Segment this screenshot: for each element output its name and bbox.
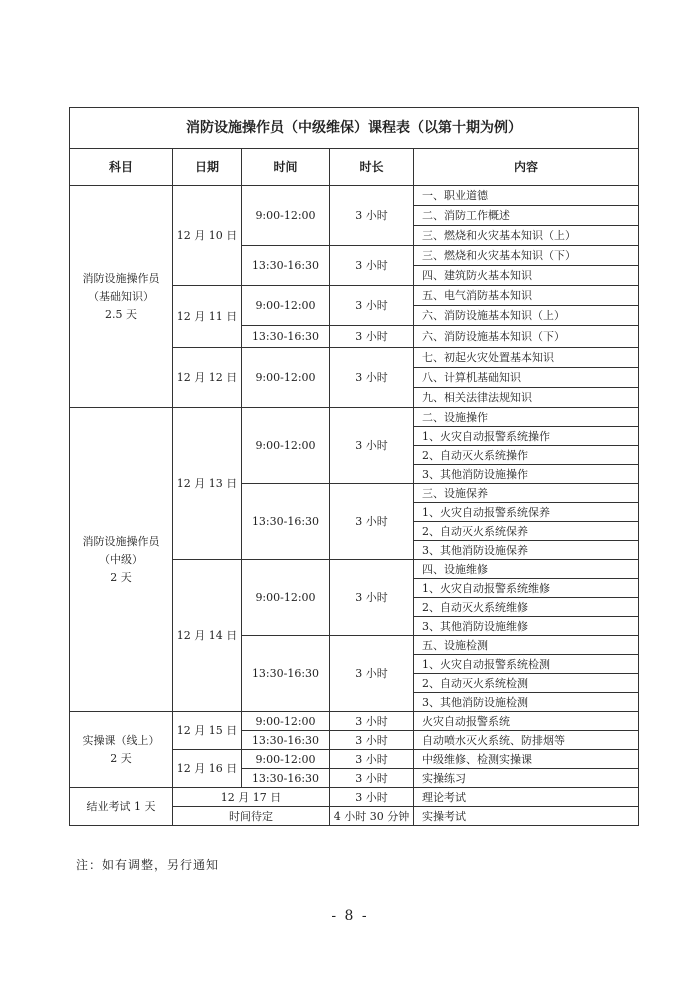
content-item: 1、火灾自动报警系统维修 <box>414 579 639 598</box>
time-cell: 9:00-12:00 <box>242 348 330 408</box>
content-item: 六、消防设施基本知识（下） <box>414 326 639 348</box>
time-cell: 13:30-16:30 <box>242 326 330 348</box>
content-item: 二、设施操作 <box>414 408 639 427</box>
date-cell: 12 月 15 日 <box>173 712 242 750</box>
content-item: 四、建筑防火基本知识 <box>414 266 639 286</box>
content-item: 七、初起火灾处置基本知识 <box>414 348 639 368</box>
content-item: 3、其他消防设施检测 <box>414 693 639 712</box>
duration-cell: 3 小时 <box>330 408 414 484</box>
date-cell: 12 月 10 日 <box>173 186 242 286</box>
date-cell: 12 月 17 日 <box>173 788 330 807</box>
duration-cell: 3 小时 <box>330 712 414 731</box>
content-item: 3、其他消防设施操作 <box>414 465 639 484</box>
content-item: 1、火灾自动报警系统保养 <box>414 503 639 522</box>
page-number: - 8 - <box>331 908 369 924</box>
content-item: 三、设施保养 <box>414 484 639 503</box>
subject-intermediate-sub: （中级） <box>99 552 143 566</box>
content-item: 理论考试 <box>414 788 639 807</box>
content-item: 2、自动灭火系统保养 <box>414 522 639 541</box>
header-date: 日期 <box>173 149 242 186</box>
subject-intermediate <box>70 408 173 712</box>
table-title: 消防设施操作员（中级维保）课程表（以第十期为例） <box>70 108 639 149</box>
duration-cell: 3 小时 <box>330 186 414 246</box>
time-cell: 13:30-16:30 <box>242 484 330 560</box>
footnote: 注：如有调整，另行通知 <box>76 858 220 872</box>
content-item: 3、其他消防设施维修 <box>414 617 639 636</box>
duration-cell: 3 小时 <box>330 769 414 788</box>
header-duration: 时长 <box>330 149 414 186</box>
content-item: 1、火灾自动报警系统操作 <box>414 427 639 446</box>
content-item: 三、燃烧和火灾基本知识（上） <box>414 226 639 246</box>
duration-cell: 3 小时 <box>330 246 414 286</box>
subject-practice <box>70 712 173 788</box>
duration-cell: 3 小时 <box>330 484 414 560</box>
time-cell: 13:30-16:30 <box>242 636 330 712</box>
course-schedule-table <box>69 107 639 826</box>
content-item: 五、电气消防基本知识 <box>414 286 639 306</box>
duration-cell: 3 小时 <box>330 636 414 712</box>
subject-basic-name: 消防设施操作员 <box>82 271 160 285</box>
time-cell: 9:00-12:00 <box>242 186 330 246</box>
content-item: 2、自动灭火系统检测 <box>414 674 639 693</box>
content-item: 一、职业道德 <box>414 186 639 206</box>
duration-cell: 3 小时 <box>330 788 414 807</box>
date-cell: 12 月 12 日 <box>173 348 242 408</box>
time-cell: 13:30-16:30 <box>242 731 330 750</box>
subject-basic-sub: （基础知识） <box>88 289 154 303</box>
time-cell: 13:30-16:30 <box>242 769 330 788</box>
content-item: 八、计算机基础知识 <box>414 368 639 388</box>
content-item: 五、设施检测 <box>414 636 639 655</box>
subject-intermediate-name: 消防设施操作员 <box>82 534 160 548</box>
duration-cell: 3 小时 <box>330 750 414 769</box>
subject-basic-days: 2.5 天 <box>105 307 137 321</box>
duration-cell: 3 小时 <box>330 560 414 636</box>
header-subject: 科目 <box>70 149 173 186</box>
time-cell: 9:00-12:00 <box>242 750 330 769</box>
content-item: 2、自动灭火系统维修 <box>414 598 639 617</box>
content-item: 实操考试 <box>414 807 639 826</box>
subject-practice-days: 2 天 <box>110 751 132 765</box>
header-time: 时间 <box>242 149 330 186</box>
date-cell: 12 月 14 日 <box>173 560 242 712</box>
content-item: 实操练习 <box>414 769 639 788</box>
duration-cell: 3 小时 <box>330 348 414 408</box>
subject-basic <box>70 186 173 408</box>
time-cell: 9:00-12:00 <box>242 560 330 636</box>
content-item: 二、消防工作概述 <box>414 206 639 226</box>
time-cell: 9:00-12:00 <box>242 286 330 326</box>
content-item: 火灾自动报警系统 <box>414 712 639 731</box>
content-item: 中级维修、检测实操课 <box>414 750 639 769</box>
content-item: 九、相关法律法规知识 <box>414 388 639 408</box>
subject-intermediate-days: 2 天 <box>110 570 132 584</box>
content-item: 2、自动灭火系统操作 <box>414 446 639 465</box>
date-cell: 12 月 11 日 <box>173 286 242 348</box>
content-item: 六、消防设施基本知识（上） <box>414 306 639 326</box>
date-cell: 时间待定 <box>173 807 330 826</box>
time-cell: 13:30-16:30 <box>242 246 330 286</box>
content-item: 1、火灾自动报警系统检测 <box>414 655 639 674</box>
content-item: 3、其他消防设施保养 <box>414 541 639 560</box>
time-cell: 9:00-12:00 <box>242 712 330 731</box>
content-item: 三、燃烧和火灾基本知识（下） <box>414 246 639 266</box>
date-cell: 12 月 13 日 <box>173 408 242 560</box>
header-content: 内容 <box>414 149 639 186</box>
content-item: 四、设施维修 <box>414 560 639 579</box>
date-cell: 12 月 16 日 <box>173 750 242 788</box>
duration-cell: 3 小时 <box>330 326 414 348</box>
time-cell: 9:00-12:00 <box>242 408 330 484</box>
subject-practice-name: 实操课（线上） <box>82 733 160 747</box>
duration-cell: 3 小时 <box>330 731 414 750</box>
content-item: 自动喷水灭火系统、防排烟等 <box>414 731 639 750</box>
duration-cell: 4 小时 30 分钟 <box>330 807 414 826</box>
duration-cell: 3 小时 <box>330 286 414 326</box>
subject-exam: 结业考试 1 天 <box>70 788 173 826</box>
